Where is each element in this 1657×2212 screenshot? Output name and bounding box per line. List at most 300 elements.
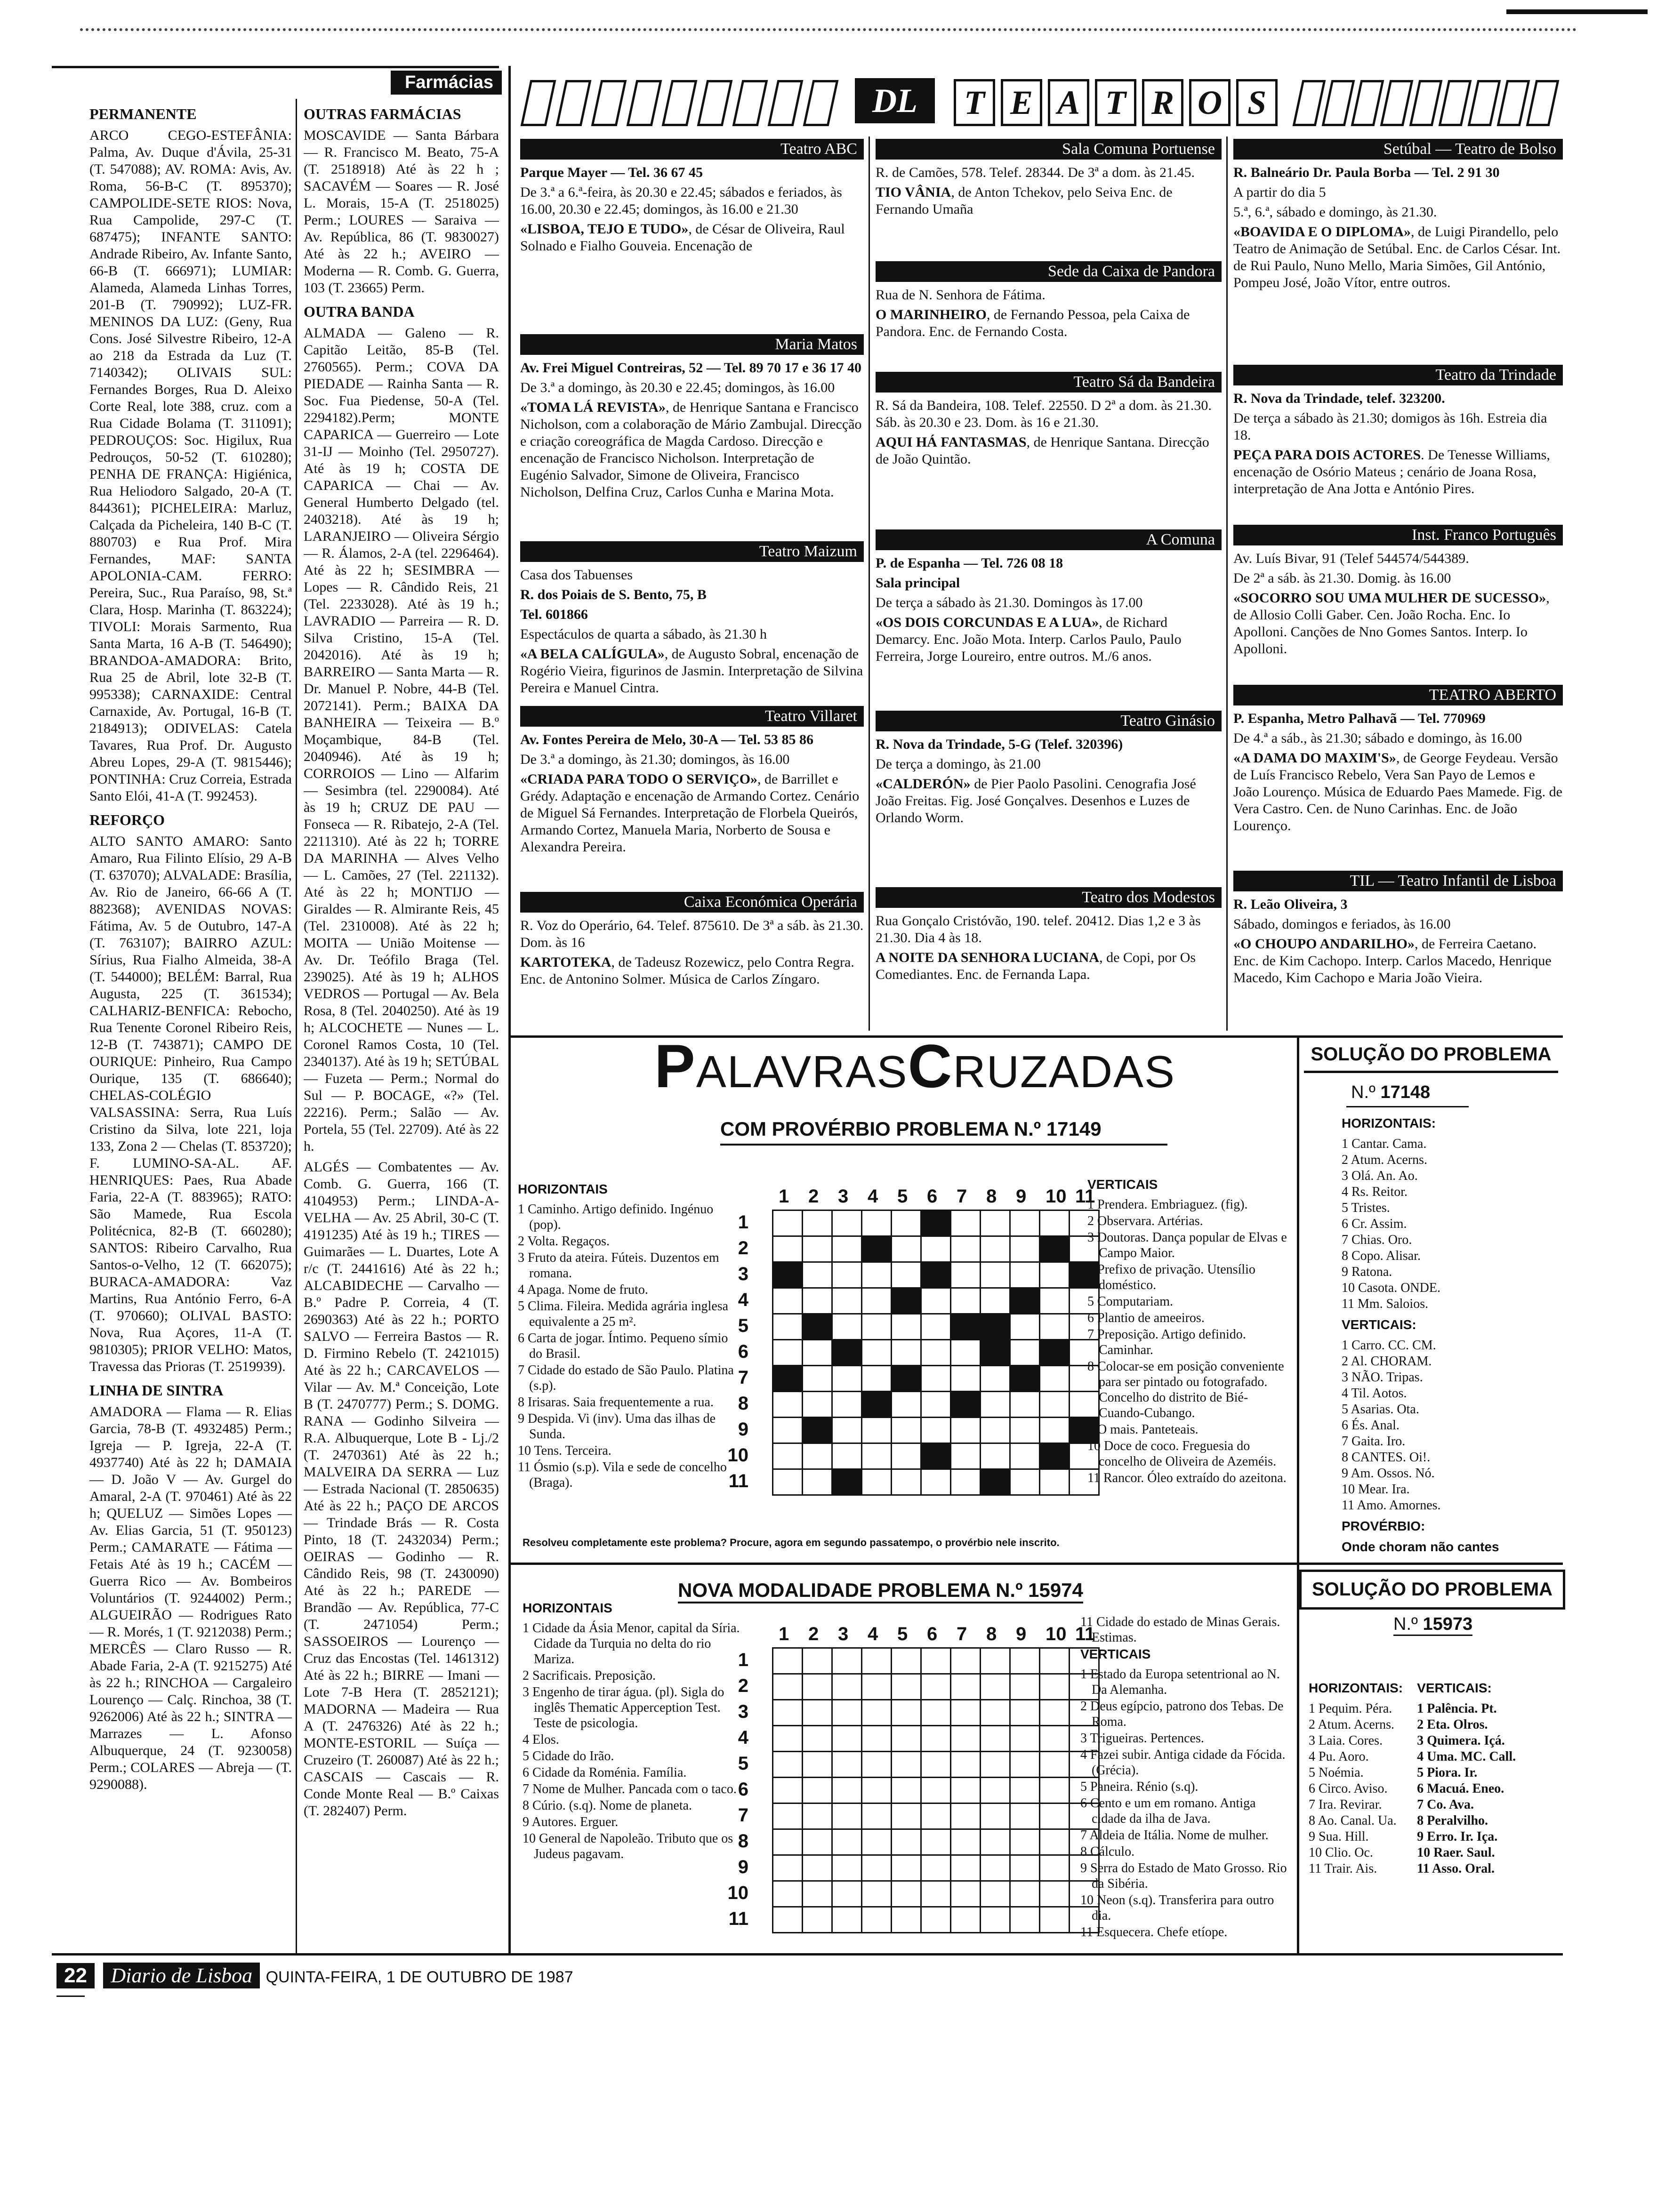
grid-cell[interactable] (951, 1778, 981, 1803)
grid-cell[interactable] (773, 1700, 803, 1726)
grid-cell[interactable] (832, 1443, 862, 1469)
grid-cell[interactable] (981, 1340, 1010, 1366)
clue-heading: VERTICAIS (1080, 1647, 1151, 1661)
grid-cell[interactable] (862, 1236, 892, 1262)
grid-cell[interactable] (1040, 1700, 1070, 1726)
grid-cell[interactable] (1040, 1752, 1070, 1778)
grid-cell[interactable] (803, 1726, 832, 1752)
crossword-1-grid[interactable] (772, 1210, 1100, 1496)
theatre-info: Parque Mayer — Tel. 36 67 45 (520, 165, 703, 180)
grid-cell[interactable] (921, 1881, 951, 1907)
theatre-name: Sede da Caixa de Pandora (876, 261, 1222, 282)
page-bottom-rule (52, 1953, 1563, 1956)
solution-1-header (1304, 1038, 1558, 1073)
grid-cell[interactable] (951, 1803, 981, 1829)
grid-cell[interactable] (773, 1855, 803, 1881)
clue-item: 6 Plantio de ameeiros. (1087, 1311, 1205, 1325)
grid-cell[interactable] (981, 1392, 1010, 1418)
grid-cell[interactable] (981, 1778, 1010, 1803)
grid-cell[interactable] (1010, 1392, 1040, 1418)
theatre-info: «SOCORRO SOU UMA MULHER DE SUCESSO», de Allosio Colli Gaber. Cen. João Rocha. Enc. Io Apolloni. Canções de Nno Gomes Santos. Interp. Io Apolloni. (1233, 590, 1550, 657)
grid-cell[interactable] (951, 1314, 981, 1340)
banner-slash-cell (1439, 80, 1472, 126)
grid-cell[interactable] (1010, 1752, 1040, 1778)
crossword-2-grid[interactable] (772, 1647, 1100, 1933)
grid-cell[interactable] (862, 1881, 892, 1907)
grid-cell[interactable] (951, 1443, 981, 1469)
grid-cell[interactable] (832, 1366, 862, 1392)
grid-cell[interactable] (951, 1236, 981, 1262)
grid-cell[interactable] (921, 1752, 951, 1778)
clue-item: 4 Prefixo de privação. Utensílio doméstico. (1087, 1262, 1255, 1292)
grid-row-number: 2 (738, 1238, 748, 1258)
grid-cell[interactable] (981, 1366, 1010, 1392)
solution-item: 6 Macuá. Eneo. (1417, 1781, 1504, 1796)
grid-cell[interactable] (862, 1803, 892, 1829)
grid-cell[interactable] (832, 1700, 862, 1726)
grid-cell[interactable] (1010, 1469, 1040, 1495)
grid-cell[interactable] (892, 1648, 921, 1674)
grid-cell[interactable] (951, 1829, 981, 1855)
theatre-info: De 3.ª a domingo, às 21.30; domingos, às 16.00 (520, 752, 790, 767)
grid-cell[interactable] (862, 1443, 892, 1469)
grid-cell[interactable] (892, 1236, 921, 1262)
grid-cell[interactable] (832, 1288, 862, 1314)
grid-cell[interactable] (981, 1210, 1010, 1236)
theatre-box (1233, 685, 1563, 866)
grid-cell[interactable] (773, 1210, 803, 1236)
grid-cell[interactable] (951, 1418, 981, 1443)
grid-cell[interactable] (832, 1418, 862, 1443)
grid-row-number: 1 (738, 1212, 748, 1233)
solution-2-body (1309, 1675, 1563, 1877)
grid-cell[interactable] (951, 1366, 981, 1392)
grid-cell[interactable] (892, 1855, 921, 1881)
grid-cell[interactable] (951, 1881, 981, 1907)
banner-slash-cell (768, 80, 804, 126)
grid-cell[interactable] (862, 1210, 892, 1236)
grid-cell[interactable] (862, 1418, 892, 1443)
grid-cell[interactable] (832, 1881, 862, 1907)
grid-cell[interactable] (921, 1726, 951, 1752)
grid-cell[interactable] (1010, 1855, 1040, 1881)
grid-cell[interactable] (921, 1366, 951, 1392)
farmacia-paragraph: ARCO CEGO-ESTEFÂNIA: Palma, Av. Duque d'Ávila, 25-31 (T. 547088); AV. ROMA: Avis, Av. Roma, 56-B-C (T. 895370); CAMPOLIDE-SETE RIOS: Nova, Rua Campolide, 297-C (T. 687475); INFANTE SANTO: Andrade Ribeiro, Av. Infante Santo, 66-B (T. 666971); LUMIAR: Alameda, Alameda Linhas Torres, 201-B (T. 790992); LUZ-FR. MENINOS DA LUZ: (Geny, Rua Cons. José Silvestre Ribeiro, 12-A ao 218 da Estrada da Luz (T. 7140342); OLIVAIS SUL: Fernandes Borges, Rua D. Aleixo Corte Real, lote 388, cruz. com a Rua Cidade Bolama (T. 311091); PEDROUÇOS: Soc. Higilux, Rua Pedrouços, 50-52 (T. 610280); PENHA DE FRANÇA: Higiénica, Rua Heliodoro Salgado, 20-A (T. 844361); PICHELEIRA: Marluz, Calçada da Picheleira, 140 B-C (T. 880703) e Rua Prof. Mira Fernandes, MAF: SANTA APOLONIA-CAM. FERRO: Pereira, Suc., Rua Paraíso, 98, St.ª Clara, Hosp. Marinha (T. 863224); TIVOLI: Morais Sarmento, Rua Santa Marta, 16 A-B (T. 546490); BRANDOA-AMADORA: Brito, Rua 25 de Abril, lote 32-B (T. 995338); CARNAXIDE: Central Carnaxide, Av. Portugal, 16-B (T. 2184913); ODIVELAS: Catela Tavares, Rua Prof. Dr. Augusto Abreu Lopes, 29-A (T. 9815446); PONTINHA: Cruz Correia, Estrada Santo Elói, 41-A (T. 992453). (89, 128, 292, 804)
grid-cell[interactable] (862, 1855, 892, 1881)
grid-cell[interactable] (1040, 1210, 1070, 1236)
banner-slash-cell (1526, 80, 1560, 126)
grid-cell[interactable] (1010, 1366, 1040, 1392)
banner-letter: T (1095, 79, 1136, 126)
grid-cell[interactable] (803, 1674, 832, 1700)
grid-cell[interactable] (773, 1314, 803, 1340)
grid-cell[interactable] (951, 1726, 981, 1752)
grid-cell[interactable] (892, 1700, 921, 1726)
grid-cell[interactable] (951, 1752, 981, 1778)
grid-cell[interactable] (921, 1855, 951, 1881)
grid-cell[interactable] (862, 1700, 892, 1726)
grid-cell[interactable] (892, 1778, 921, 1803)
grid-cell[interactable] (773, 1469, 803, 1495)
grid-cell[interactable] (1010, 1778, 1040, 1803)
grid-cell[interactable] (921, 1236, 951, 1262)
grid-cell[interactable] (951, 1340, 981, 1366)
grid-cell[interactable] (981, 1443, 1010, 1469)
grid-cell[interactable] (1040, 1314, 1070, 1340)
grid-cell[interactable] (892, 1210, 921, 1236)
grid-cell[interactable] (1010, 1700, 1040, 1726)
grid-cell[interactable] (803, 1881, 832, 1907)
grid-cell[interactable] (1040, 1366, 1070, 1392)
grid-cell[interactable] (1040, 1340, 1070, 1366)
grid-cell[interactable] (892, 1881, 921, 1907)
grid-cell[interactable] (981, 1236, 1010, 1262)
grid-cell[interactable] (981, 1881, 1010, 1907)
grid-cell[interactable] (803, 1262, 832, 1288)
grid-cell[interactable] (892, 1443, 921, 1469)
grid-cell[interactable] (921, 1262, 951, 1288)
solution-item: 6 És. Anal. (1342, 1418, 1400, 1433)
solution-2-number (1393, 1614, 1472, 1636)
grid-cell[interactable] (1010, 1829, 1040, 1855)
grid-cell[interactable] (773, 1288, 803, 1314)
grid-cell[interactable] (832, 1392, 862, 1418)
farmacia-paragraph: ALGÉS — Combatentes — Av. Comb. G. Guerra, 166 (T. 4104953) Perm.; LINDA-A-VELHA — Av. 25 Abril, 30-C (T. 4191235) Até às 19 h.; TIRES — Guimarães — L. Duartes, Lote A r/c (T. 2441616) Até às 22 h.; ALCABIDECHE — Carvalho — B.º Padre P. Correia, 4 (T. 2690363) Até às 22 h.; PORTO SALVO — Ferreira Bastos — R. D. Firmino Rebelo (T. 2421015) Até às 22 h.; CARCAVELOS — Vilar — Av. M.ª Conceição, Lote B (T. 2470777) Perm.; S. DOMG. RANA — Godinho Silveira — R.A. Albuquerque, Lote B - Lj./2 (T. 2470361) Até às 22 h.; MALVEIRA DA SERRA — Luz — Estrada Nacional (T. 2850635) Até às 22 h.; PAÇO DE ARCOS — Trindade Brás — R. Costa Pinto, 18 (T. 2432034) Perm.; OEIRAS — Godinho — R. Cândido Reis, 98 (T. 2430090) Até às 22 h.; PAREDE — Brandão — Av. República, 77-C (T. 2471054) Perm.; SASSOEIROS — Lourenço — Cruz das Encostas (Tel. 1461312) Até às 22 h.; BIRRE — Imani — Lote 7-B Hera (T. 2852121); MADORNA — Madeira — Rua A (T. 2476326) Até às 22 h.; MONTE-ESTORIL — Suíça — Cruzeiro (T. 260087) Até às 22 h.; CASCAIS — Cascais — R. Conde Monte Real — B.º Caixas (T. 282407) Perm. (304, 1159, 499, 1819)
grid-cell[interactable] (951, 1648, 981, 1674)
grid-cell[interactable] (921, 1829, 951, 1855)
grid-cell[interactable] (981, 1855, 1010, 1881)
grid-cell[interactable] (832, 1674, 862, 1700)
grid-cell[interactable] (862, 1648, 892, 1674)
grid-cell[interactable] (921, 1418, 951, 1443)
grid-cell[interactable] (832, 1262, 862, 1288)
grid-cell[interactable] (803, 1236, 832, 1262)
grid-cell[interactable] (862, 1288, 892, 1314)
theatre-info: De 3.ª a 6.ª-feira, às 20.30 e 22.45; sábados e feriados, às 16.00, 20.30 e 22.45; domingos, às 16.00 e 21.30 (520, 184, 842, 217)
grid-cell[interactable] (892, 1418, 921, 1443)
grid-cell[interactable] (981, 1700, 1010, 1726)
grid-cell[interactable] (892, 1314, 921, 1340)
grid-cell[interactable] (773, 1262, 803, 1288)
grid-cell[interactable] (921, 1778, 951, 1803)
grid-cell[interactable] (862, 1366, 892, 1392)
grid-cell[interactable] (773, 1752, 803, 1778)
theatre-info: «OS DOIS CORCUNDAS E A LUA», de Richard Demarcy. Enc. João Mota. Interp. Carlos Paulo, Paulo Ferreira, Jorge Loureiro, entre outros. M./6 anos. (876, 615, 1182, 664)
grid-cell[interactable] (803, 1210, 832, 1236)
grid-cell[interactable] (803, 1366, 832, 1392)
grid-cell[interactable] (773, 1236, 803, 1262)
clue-item: 5 Computariam. (1087, 1294, 1173, 1309)
theatre-box (1233, 871, 1563, 1031)
theatre-info: O MARINHEIRO, de Fernando Pessoa, pela Caixa de Pandora. Enc. de Fernando Costa. (876, 307, 1190, 339)
grid-cell[interactable] (803, 1700, 832, 1726)
grid-cell[interactable] (1040, 1855, 1070, 1881)
grid-cell[interactable] (921, 1210, 951, 1236)
grid-cell[interactable] (1040, 1907, 1070, 1933)
grid-cell[interactable] (921, 1907, 951, 1933)
grid-column-number: 11 (1075, 1624, 1095, 1644)
grid-cell[interactable] (803, 1340, 832, 1366)
grid-cell[interactable] (862, 1829, 892, 1855)
grid-cell[interactable] (1010, 1288, 1040, 1314)
grid-cell[interactable] (1040, 1829, 1070, 1855)
grid-cell[interactable] (803, 1907, 832, 1933)
grid-cell[interactable] (1010, 1881, 1040, 1907)
grid-cell[interactable] (803, 1648, 832, 1674)
grid-cell[interactable] (921, 1443, 951, 1469)
clue-item: 1 Prendera. Embriaguez. (fig). (1087, 1197, 1248, 1212)
crossword-1-verticais (1087, 1177, 1290, 1544)
grid-row-number: 3 (738, 1701, 748, 1722)
grid-cell[interactable] (862, 1778, 892, 1803)
solution-item: 5 Asarias. Ota. (1342, 1402, 1419, 1417)
grid-cell[interactable] (1010, 1907, 1040, 1933)
grid-cell[interactable] (892, 1803, 921, 1829)
grid-cell[interactable] (803, 1443, 832, 1469)
grid-cell[interactable] (1040, 1469, 1070, 1495)
grid-cell[interactable] (951, 1210, 981, 1236)
grid-cell[interactable] (951, 1674, 981, 1700)
solution-1-number-rule (1346, 1106, 1469, 1107)
grid-cell[interactable] (1040, 1803, 1070, 1829)
grid-cell[interactable] (773, 1881, 803, 1907)
grid-cell[interactable] (832, 1855, 862, 1881)
grid-cell[interactable] (921, 1340, 951, 1366)
solution-2-number-label: N.º (1393, 1614, 1418, 1634)
theatre-info: Av. Luís Bivar, 91 (Telef 544574/544389. (1233, 551, 1469, 566)
theatre-name: Teatro Villaret (520, 706, 864, 727)
grid-cell[interactable] (773, 1829, 803, 1855)
theatre-info: KARTOTEKA, de Tadeusz Rozewicz, pelo Contra Regra. Enc. de Antonino Solmer. Música de Carlos Zíngaro. (520, 954, 854, 987)
grid-cell[interactable] (1010, 1314, 1040, 1340)
grid-cell[interactable] (773, 1778, 803, 1803)
grid-cell[interactable] (773, 1366, 803, 1392)
grid-cell[interactable] (862, 1752, 892, 1778)
grid-cell[interactable] (862, 1674, 892, 1700)
grid-cell[interactable] (1040, 1392, 1070, 1418)
theatre-box (1233, 525, 1563, 685)
clue-item: 4 Apaga. Nome de fruto. (518, 1282, 648, 1297)
grid-cell[interactable] (981, 1648, 1010, 1674)
banner-slash-cell (1380, 80, 1414, 126)
grid-cell[interactable] (921, 1648, 951, 1674)
grid-cell[interactable] (803, 1469, 832, 1495)
grid-cell[interactable] (921, 1674, 951, 1700)
grid-cell[interactable] (803, 1418, 832, 1443)
clue-item: 8 Colocar-se em posição conveniente para ser pintado ou fotografado. Concelho do distrito de Bié-Cuando-Cubango. (1087, 1359, 1284, 1420)
grid-cell[interactable] (832, 1236, 862, 1262)
grid-cell[interactable] (951, 1907, 981, 1933)
grid-cell[interactable] (1040, 1881, 1070, 1907)
grid-row-number: 4 (738, 1727, 748, 1748)
grid-cell[interactable] (1040, 1726, 1070, 1752)
solution-item: 4 Rs. Reitor. (1342, 1185, 1408, 1199)
grid-cell[interactable] (862, 1392, 892, 1418)
grid-cell[interactable] (1010, 1236, 1040, 1262)
grid-cell[interactable] (803, 1288, 832, 1314)
grid-cell[interactable] (892, 1726, 921, 1752)
grid-cell[interactable] (862, 1262, 892, 1288)
grid-cell[interactable] (1040, 1443, 1070, 1469)
grid-cell[interactable] (892, 1340, 921, 1366)
grid-cell[interactable] (981, 1674, 1010, 1700)
grid-cell[interactable] (803, 1778, 832, 1803)
grid-cell[interactable] (862, 1314, 892, 1340)
grid-cell[interactable] (773, 1648, 803, 1674)
grid-cell[interactable] (1010, 1726, 1040, 1752)
banner-letter: O (1189, 79, 1231, 126)
grid-cell[interactable] (1010, 1443, 1040, 1469)
grid-cell[interactable] (832, 1314, 862, 1340)
grid-row-number: 4 (738, 1290, 748, 1310)
grid-cell[interactable] (892, 1366, 921, 1392)
grid-cell[interactable] (892, 1469, 921, 1495)
grid-cell[interactable] (981, 1752, 1010, 1778)
grid-cell[interactable] (951, 1855, 981, 1881)
theatre-name: Maria Matos (520, 334, 864, 355)
grid-cell[interactable] (832, 1778, 862, 1803)
grid-cell[interactable] (803, 1314, 832, 1340)
clue-item: 3 Doutoras. Dança popular de Elvas e Campo Maior. (1087, 1230, 1287, 1260)
grid-cell[interactable] (773, 1803, 803, 1829)
grid-cell[interactable] (951, 1288, 981, 1314)
grid-cell[interactable] (862, 1340, 892, 1366)
farmacia-paragraph: AMADORA — Flama — R. Elias Garcia, 78-B (T. 4932485) Perm.; Igreja — P. Igreja, 22-A (T. 4937740) Até às 22 h; DAMAIA — D. João V — Av. Gurgel do Amaral, 2-A (T. 970461) Até às 22 h; QUELUZ — Simões Lopes — Av. Elias Garcia, 51 (T. 950123) Perm.; CAMARATE — Fátima — Fetais Até às 19 h.; CACÉM — Guerra Rico — Av. Bombeiros Voluntários (T. 9244002) Perm.; ALGUEIRÃO — Rodrigues Rato — R. Morés, 1 (T. 9212038) Perm.; MERCÊS — Claro Russo — R. Abade Faria, 2-A (T. 9215275) Até às 22 h.; RINCHOA — Cargaleiro Lourenço — Calç. Rinchoa, 38 (T. 9262006) Até às 22 h.; SINTRA — Marrazes — L. Afonso Albuquerque, 24 (T. 9230058) Perm.; COLARES — Abreja — (T. 9290088). (89, 1404, 292, 1792)
theatre-info: «A BELA CALÍGULA», de Augusto Sobral, encenação de Rogério Vieira, figurinos de Jasmin. Interpretação de Silvina Pereira e Manuel Cintra. (520, 646, 863, 696)
grid-cell[interactable] (773, 1418, 803, 1443)
theatre-name: Teatro ABC (520, 139, 864, 160)
banner-slash-cell (1497, 80, 1530, 126)
grid-cell[interactable] (832, 1210, 862, 1236)
grid-cell[interactable] (1010, 1418, 1040, 1443)
farmacia-section-heading: LINHA DE SINTRA (89, 1382, 224, 1399)
grid-cell[interactable] (773, 1340, 803, 1366)
grid-cell[interactable] (892, 1907, 921, 1933)
grid-cell[interactable] (981, 1726, 1010, 1752)
grid-cell[interactable] (803, 1392, 832, 1418)
grid-cell[interactable] (921, 1392, 951, 1418)
theatre-info: De 2ª a sáb. às 21.30. Domig. às 16.00 (1233, 570, 1451, 586)
clue-item: 1 Cidade da Ásia Menor, capital da Síria. Cidade da Turquia no delta do rio Mariza. (523, 1621, 740, 1667)
grid-cell[interactable] (1010, 1210, 1040, 1236)
solution-item: 1 Cantar. Cama. (1342, 1137, 1427, 1151)
grid-cell[interactable] (862, 1907, 892, 1933)
clue-item: 4 Fazei subir. Antiga cidade da Fócida. (Grécia). (1080, 1747, 1286, 1778)
grid-cell[interactable] (951, 1469, 981, 1495)
grid-cell[interactable] (921, 1700, 951, 1726)
grid-cell[interactable] (951, 1392, 981, 1418)
grid-cell[interactable] (832, 1907, 862, 1933)
solution-item: 3 Quimera. Içá. (1417, 1733, 1505, 1748)
grid-cell[interactable] (921, 1288, 951, 1314)
grid-cell[interactable] (832, 1469, 862, 1495)
solution-item: 7 Co. Ava. (1417, 1797, 1474, 1812)
grid-cell[interactable] (803, 1803, 832, 1829)
banner-letter: S (1236, 79, 1278, 126)
dl-logo: DL (855, 78, 935, 123)
grid-cell[interactable] (773, 1726, 803, 1752)
solution-item: 9 Ratona. (1342, 1265, 1392, 1279)
crossword-1-note: Resolveu completamente este problema? Procure, agora em segundo passatempo, o provérbio nele inscrito. (523, 1537, 1060, 1548)
brand-letter-p: P (654, 1032, 696, 1100)
grid-cell[interactable] (773, 1907, 803, 1933)
grid-cell[interactable] (892, 1288, 921, 1314)
proverbio-label: PROVÉRBIO: (1342, 1519, 1425, 1533)
grid-cell[interactable] (892, 1392, 921, 1418)
grid-cell[interactable] (981, 1314, 1010, 1340)
grid-cell[interactable] (1040, 1674, 1070, 1700)
grid-column-number: 4 (868, 1186, 878, 1207)
grid-cell[interactable] (1040, 1778, 1070, 1803)
grid-cell[interactable] (862, 1726, 892, 1752)
grid-cell[interactable] (1010, 1340, 1040, 1366)
grid-cell[interactable] (921, 1469, 951, 1495)
grid-cell[interactable] (1040, 1418, 1070, 1443)
grid-cell[interactable] (832, 1752, 862, 1778)
theatre-info: TIO VÂNIA, de Anton Tchekov, pelo Seiva Enc. de Fernando Umaña (876, 184, 1173, 217)
grid-cell[interactable] (832, 1803, 862, 1829)
grid-cell[interactable] (892, 1829, 921, 1855)
grid-cell[interactable] (981, 1469, 1010, 1495)
grid-cell[interactable] (803, 1855, 832, 1881)
clue-item: 10 Doce de coco. Freguesia do concelho de Oliveira de Azeméis. (1087, 1439, 1277, 1469)
grid-cell[interactable] (981, 1907, 1010, 1933)
grid-cell[interactable] (892, 1674, 921, 1700)
grid-cell[interactable] (773, 1443, 803, 1469)
clue-item: 9 Despida. Vi (inv). Uma das ilhas de Sunda. (518, 1411, 716, 1442)
theatre-info: 5.ª, 6.ª, sábado e domingo, às 21.30. (1233, 204, 1437, 220)
crossword-brand (654, 1032, 1176, 1100)
grid-cell[interactable] (892, 1262, 921, 1288)
grid-cell[interactable] (981, 1288, 1010, 1314)
brand-word-1: ALAVRAS (696, 1047, 908, 1097)
grid-cell[interactable] (951, 1700, 981, 1726)
grid-cell[interactable] (921, 1314, 951, 1340)
grid-cell[interactable] (832, 1726, 862, 1752)
grid-cell[interactable] (1040, 1648, 1070, 1674)
grid-cell[interactable] (981, 1803, 1010, 1829)
grid-cell[interactable] (1010, 1803, 1040, 1829)
grid-cell[interactable] (832, 1340, 862, 1366)
grid-cell[interactable] (1040, 1288, 1070, 1314)
grid-cell[interactable] (1010, 1674, 1040, 1700)
grid-cell[interactable] (1010, 1262, 1040, 1288)
theatre-info: R. Nova da Trindade, 5-G (Telef. 320396) (876, 737, 1123, 752)
grid-cell[interactable] (862, 1469, 892, 1495)
theatre-info: PEÇA PARA DOIS ACTORES. De Tenesse Williams, encenação de Osório Mateus ; cenário de Joana Rosa, interpretação de Ana Jotta e António Pires. (1233, 447, 1550, 497)
grid-cell[interactable] (832, 1829, 862, 1855)
grid-cell[interactable] (1040, 1236, 1070, 1262)
grid-cell[interactable] (981, 1829, 1010, 1855)
grid-cell[interactable] (951, 1262, 981, 1288)
grid-cell[interactable] (803, 1752, 832, 1778)
grid-cell[interactable] (981, 1262, 1010, 1288)
grid-cell[interactable] (981, 1418, 1010, 1443)
grid-cell[interactable] (892, 1752, 921, 1778)
grid-cell[interactable] (803, 1829, 832, 1855)
grid-row-number: 5 (738, 1315, 748, 1336)
grid-column-number: 3 (838, 1624, 849, 1644)
grid-cell[interactable] (1010, 1648, 1040, 1674)
clue-item: 2 Observara. Artérias. (1087, 1214, 1203, 1228)
theatre-name: Teatro Sá da Bandeira (876, 372, 1222, 393)
clue-item: 10 Tens. Terceira. (518, 1443, 611, 1458)
grid-cell[interactable] (773, 1674, 803, 1700)
grid-cell[interactable] (1040, 1262, 1070, 1288)
grid-cell[interactable] (832, 1648, 862, 1674)
grid-cell[interactable] (921, 1803, 951, 1829)
grid-cell[interactable] (773, 1392, 803, 1418)
